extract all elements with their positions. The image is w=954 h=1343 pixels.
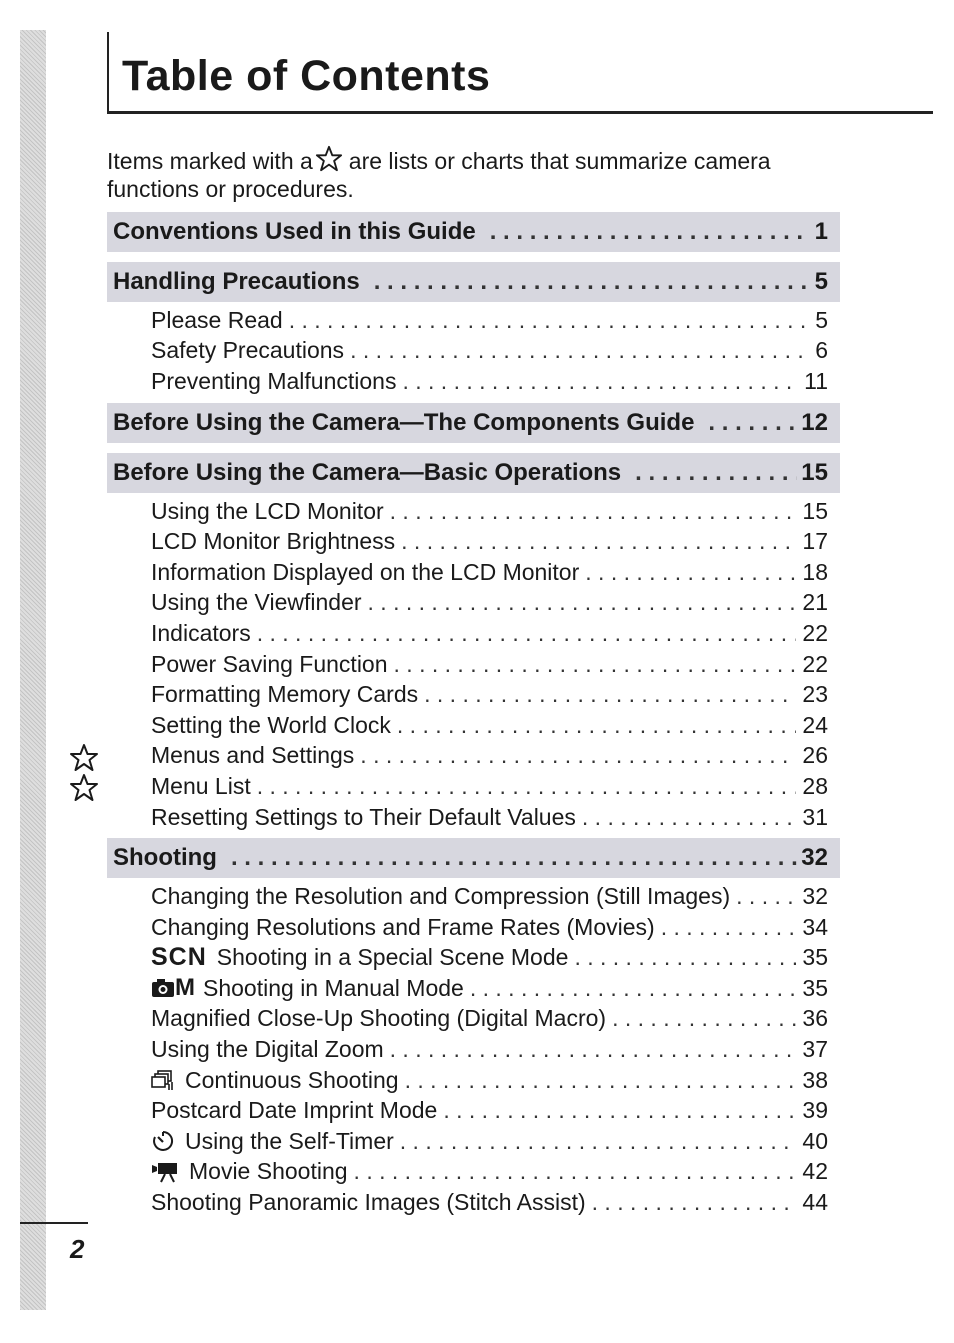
dot-leader xyxy=(360,742,796,769)
entry-label xyxy=(151,773,251,800)
toc-entry[interactable] xyxy=(107,710,840,741)
section-page-number: 5 xyxy=(814,268,828,295)
dot-leader xyxy=(401,528,796,555)
dot-leader xyxy=(736,883,796,910)
section-title: Before Using the Camera—Basic Operations xyxy=(113,458,622,486)
entry-label xyxy=(151,498,384,525)
section-title: Conventions Used in this Guide xyxy=(113,218,476,245)
entry-page-number: 5 xyxy=(815,306,828,333)
entry-page-number: 23 xyxy=(802,681,828,708)
toc-entry[interactable] xyxy=(107,649,840,680)
entry-text: Shooting in a Special Scene Mode xyxy=(216,944,569,971)
camera-icon xyxy=(151,978,175,998)
continuous-shooting-icon xyxy=(151,1069,175,1091)
entry-label xyxy=(151,651,388,678)
dot-leader xyxy=(661,914,797,941)
title-vertical-rule xyxy=(107,32,109,114)
entry-text: Changing Resolutions and Frame Rates (Movies) xyxy=(151,913,655,940)
toc-section-heading[interactable] xyxy=(107,262,840,302)
dot-leader xyxy=(585,559,796,586)
entry-page-number: 21 xyxy=(802,589,828,616)
dot-leader xyxy=(708,409,797,437)
entry-text: Using the Digital Zoom xyxy=(151,1036,384,1063)
toc-entry[interactable] xyxy=(107,1034,840,1065)
toc-entry[interactable] xyxy=(107,1065,840,1096)
dot-leader xyxy=(397,712,797,739)
page-number-rule xyxy=(20,1222,88,1224)
entry-page-number: 35 xyxy=(802,974,828,1001)
toc-entry-list xyxy=(107,302,840,403)
toc-entry[interactable] xyxy=(107,741,840,772)
entry-page-number: 35 xyxy=(802,944,828,971)
entry-text: Indicators xyxy=(151,619,251,646)
intro-after-star: are lists or charts that summarize camera functions or procedures. xyxy=(107,148,771,202)
section-title: Handling Precautions xyxy=(113,268,360,295)
dot-leader xyxy=(400,1128,797,1155)
dot-leader xyxy=(402,368,798,395)
entry-text: Changing the Resolution and Compression (Still Images) xyxy=(151,883,731,910)
toc-section-heading[interactable] xyxy=(107,838,840,878)
entry-page-number: 15 xyxy=(802,497,828,524)
entry-text: Information Displayed on the LCD Monitor xyxy=(151,558,580,585)
entry-page-number: 40 xyxy=(802,1127,828,1154)
dot-leader xyxy=(374,268,811,296)
dot-leader xyxy=(405,1067,797,1094)
section-page-number: 15 xyxy=(801,458,828,486)
entry-label xyxy=(151,620,251,647)
dot-leader xyxy=(490,218,811,246)
entry-page-number: 18 xyxy=(802,558,828,585)
dot-leader xyxy=(424,681,796,708)
movie-camera-icon xyxy=(151,1161,179,1183)
entry-page-number: 34 xyxy=(802,913,828,940)
section-gap xyxy=(107,443,840,453)
dot-leader xyxy=(368,589,797,616)
toc-entry[interactable] xyxy=(107,973,840,1004)
toc-entry[interactable] xyxy=(107,496,840,527)
dot-leader xyxy=(612,1005,796,1032)
entry-label xyxy=(151,943,568,972)
toc-entry[interactable] xyxy=(107,912,840,943)
toc-entry-list xyxy=(107,878,840,1224)
entry-text: Menu List xyxy=(151,772,251,799)
entry-page-number: 22 xyxy=(802,650,828,677)
entry-label xyxy=(151,559,579,586)
entry-page-number: 26 xyxy=(802,742,828,769)
toc-entry[interactable] xyxy=(107,1187,840,1218)
entry-page-number: 39 xyxy=(802,1097,828,1124)
dot-leader xyxy=(231,844,797,872)
entry-text: Please Read xyxy=(151,306,283,333)
dot-leader xyxy=(635,459,797,487)
entry-text: Shooting Panoramic Images (Stitch Assist) xyxy=(151,1189,586,1216)
section-title: Shooting xyxy=(113,844,217,872)
entry-page-number: 32 xyxy=(802,883,828,910)
entry-text: Continuous Shooting xyxy=(185,1066,399,1093)
toc-entry[interactable] xyxy=(107,336,840,367)
toc-entry[interactable] xyxy=(107,802,840,833)
entry-label xyxy=(151,742,354,769)
toc-entry[interactable] xyxy=(107,366,840,397)
table-of-contents xyxy=(107,212,840,1224)
dot-leader xyxy=(592,1189,797,1216)
entry-label xyxy=(151,337,344,364)
toc-entry[interactable] xyxy=(107,305,840,336)
entry-page-number: 28 xyxy=(802,772,828,799)
entry-label xyxy=(151,1158,348,1185)
entry-page-number: 44 xyxy=(802,1189,828,1216)
entry-text: LCD Monitor Brightness xyxy=(151,528,396,555)
camera-manual-mode-icon xyxy=(151,974,195,1002)
section-page-number: 32 xyxy=(801,844,828,872)
entry-page-number: 11 xyxy=(804,367,828,394)
entry-label xyxy=(151,914,655,941)
entry-text: Using the Self-Timer xyxy=(185,1127,394,1154)
page-title: Table of Contents xyxy=(122,52,491,100)
entry-label xyxy=(151,1067,399,1094)
entry-text: Magnified Close-Up Shooting (Digital Macro) xyxy=(151,1005,607,1032)
intro-text xyxy=(107,145,847,203)
toc-entry-list xyxy=(107,493,840,839)
toc-entry[interactable] xyxy=(107,1157,840,1188)
dot-leader xyxy=(443,1097,796,1124)
entry-text: Movie Shooting xyxy=(189,1158,348,1185)
entry-label xyxy=(151,1097,437,1124)
entry-page-number: 31 xyxy=(802,803,828,830)
scn-mode-icon: SCN xyxy=(151,943,207,972)
dot-leader xyxy=(394,651,797,678)
entry-text: Using the Viewfinder xyxy=(151,589,362,616)
toc-entry[interactable] xyxy=(107,618,840,649)
entry-label xyxy=(151,712,391,739)
dot-leader xyxy=(257,773,797,800)
entry-text: Shooting in Manual Mode xyxy=(203,974,464,1001)
entry-label xyxy=(151,1128,394,1155)
entry-text: Menus and Settings xyxy=(151,742,355,769)
entry-label xyxy=(151,1036,384,1063)
section-page-number: 1 xyxy=(814,218,828,245)
entry-label xyxy=(151,307,283,334)
toc-entry[interactable] xyxy=(107,1004,840,1035)
entry-label xyxy=(151,974,464,1002)
toc-entry[interactable] xyxy=(107,943,840,974)
star-outline-icon xyxy=(315,145,343,173)
entry-label xyxy=(151,883,730,910)
entry-label xyxy=(151,1005,606,1032)
entry-text: Power Saving Function xyxy=(151,650,388,677)
entry-label xyxy=(151,804,576,831)
entry-text: Setting the World Clock xyxy=(151,711,391,738)
toc-entry[interactable] xyxy=(107,526,840,557)
dot-leader xyxy=(582,804,797,831)
entry-label xyxy=(151,681,418,708)
dot-leader xyxy=(574,944,796,971)
dot-leader xyxy=(289,307,810,334)
dot-leader xyxy=(390,498,797,525)
entry-text: Resetting Settings to Their Default Values xyxy=(151,803,576,830)
dot-leader xyxy=(350,337,809,364)
entry-text: Preventing Malfunctions xyxy=(151,367,397,394)
section-gap xyxy=(107,252,840,262)
entry-page-number: 38 xyxy=(802,1066,828,1093)
entry-label xyxy=(151,368,396,395)
toc-entry[interactable] xyxy=(107,771,840,802)
toc-entry[interactable] xyxy=(107,588,840,619)
toc-entry[interactable] xyxy=(107,1126,840,1157)
entry-page-number: 17 xyxy=(802,528,828,555)
entry-label xyxy=(151,528,395,555)
toc-entry[interactable] xyxy=(107,679,840,710)
dot-leader xyxy=(354,1158,797,1185)
toc-entry[interactable] xyxy=(107,1095,840,1126)
entry-page-number: 42 xyxy=(802,1158,828,1185)
entry-page-number: 24 xyxy=(802,711,828,738)
section-page-number: 12 xyxy=(801,408,828,436)
star-outline-icon xyxy=(69,743,99,773)
entry-page-number: 22 xyxy=(802,619,828,646)
entry-text: Postcard Date Imprint Mode xyxy=(151,1097,438,1124)
toc-entry[interactable] xyxy=(107,881,840,912)
self-timer-icon xyxy=(151,1129,175,1153)
entry-label xyxy=(151,1189,586,1216)
dot-leader xyxy=(257,620,797,647)
entry-text: Using the LCD Monitor xyxy=(151,497,384,524)
entry-page-number: 6 xyxy=(815,337,828,364)
toc-section-heading[interactable] xyxy=(107,453,840,493)
entry-page-number: 36 xyxy=(802,1005,828,1032)
toc-section-heading[interactable] xyxy=(107,212,840,252)
section-title: Before Using the Camera—The Components Guide xyxy=(113,408,695,436)
entry-text: Formatting Memory Cards xyxy=(151,681,419,708)
toc-section-heading[interactable] xyxy=(107,403,840,443)
page-number: 2 xyxy=(70,1234,85,1264)
entry-text: Safety Precautions xyxy=(151,337,345,364)
intro-before-star: Items marked with a xyxy=(107,148,313,174)
title-underline xyxy=(107,111,933,114)
side-margin-strip xyxy=(20,30,46,1310)
dot-leader xyxy=(390,1036,797,1063)
entry-page-number: 37 xyxy=(802,1036,828,1063)
manual-mode-letter: M xyxy=(175,974,195,1002)
dot-leader xyxy=(470,975,797,1002)
star-outline-icon xyxy=(69,773,99,803)
toc-entry[interactable] xyxy=(107,557,840,588)
entry-label xyxy=(151,589,362,616)
